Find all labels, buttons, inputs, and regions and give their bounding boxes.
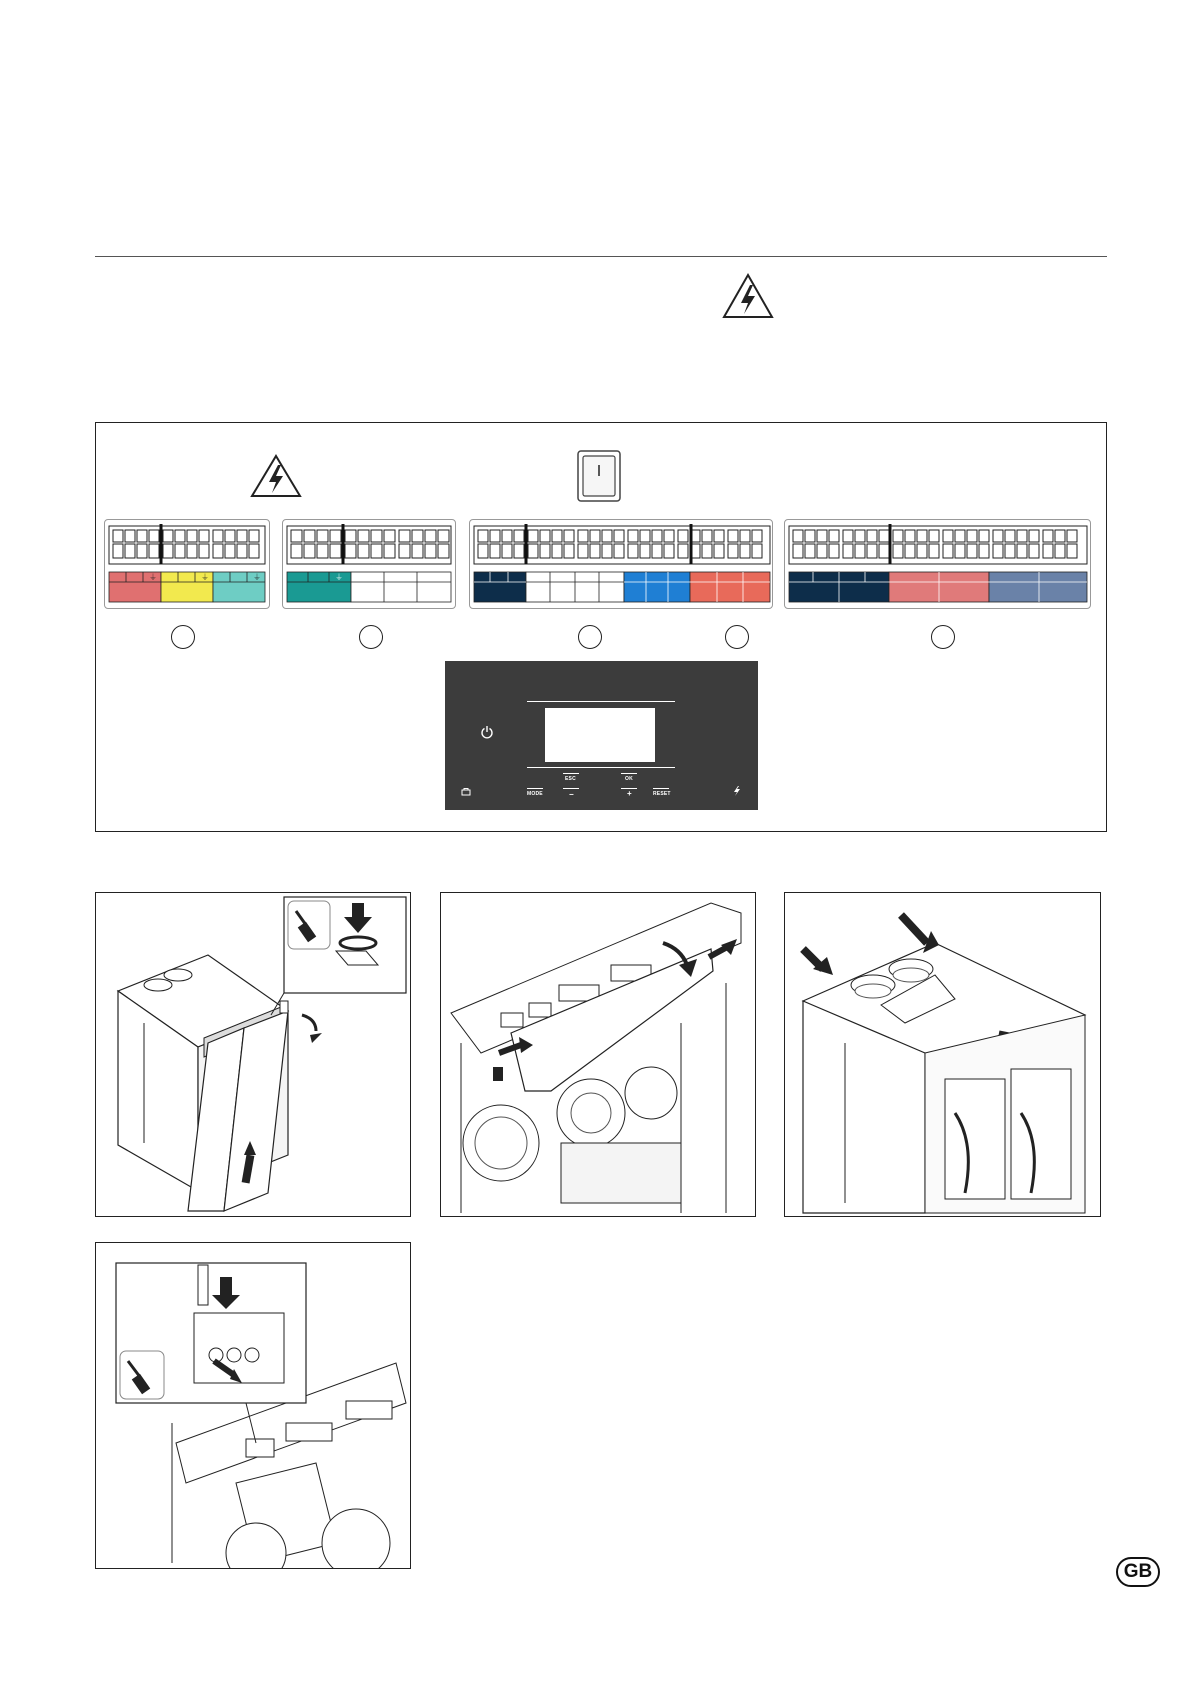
svg-text:⏚: ⏚ <box>253 573 261 582</box>
connector-block-accessories <box>784 519 1091 609</box>
connector-terminals <box>470 520 774 610</box>
svg-text:⏚: ⏚ <box>149 573 157 582</box>
boiler-control-display <box>445 661 758 810</box>
step-photo-terminal-block <box>95 1242 411 1569</box>
section-divider <box>95 256 1107 257</box>
control-panel-diagram <box>95 422 1107 832</box>
step-photo-lower-control-panel <box>440 892 756 1217</box>
main-switch-icon[interactable] <box>577 450 621 502</box>
connector-block-power <box>104 519 270 609</box>
reset-button[interactable]: RESET <box>653 791 671 797</box>
terminal-block-illustration <box>96 1243 411 1569</box>
esc-button[interactable]: ESC <box>565 776 576 782</box>
minus-button[interactable]: − <box>569 790 574 799</box>
connector-terminals <box>105 520 271 610</box>
callout-circle <box>931 625 955 649</box>
plus-button[interactable]: + <box>627 789 632 798</box>
callout-circle <box>578 625 602 649</box>
service-icon <box>461 787 471 796</box>
electrical-hazard-warning-icon <box>250 453 302 499</box>
step-photo-remove-top-cover <box>784 892 1101 1217</box>
language-badge: GB <box>1116 1557 1160 1587</box>
mode-button[interactable]: MODE <box>527 791 543 797</box>
connector-terminals <box>785 520 1092 610</box>
screwdriver-icon <box>288 901 330 949</box>
callout-circle <box>725 625 749 649</box>
callout-circle <box>359 625 383 649</box>
top-cover-removal-illustration <box>785 893 1101 1217</box>
chimney-sweep-icon <box>733 786 741 796</box>
connector-block-pump <box>282 519 456 609</box>
svg-text:⏚: ⏚ <box>201 573 209 582</box>
control-panel-opening-illustration <box>441 893 756 1217</box>
power-icon[interactable] <box>480 725 494 739</box>
ok-button[interactable]: OK <box>625 776 633 782</box>
step-photo-remove-front-panel <box>95 892 411 1217</box>
connector-block-sensors <box>469 519 773 609</box>
callout-circle <box>171 625 195 649</box>
connector-terminals <box>283 520 457 610</box>
lcd-screen <box>545 708 655 762</box>
svg-text:⏚: ⏚ <box>335 573 343 582</box>
boiler-front-cover-illustration <box>96 893 411 1217</box>
electrical-hazard-warning-icon <box>722 272 774 320</box>
